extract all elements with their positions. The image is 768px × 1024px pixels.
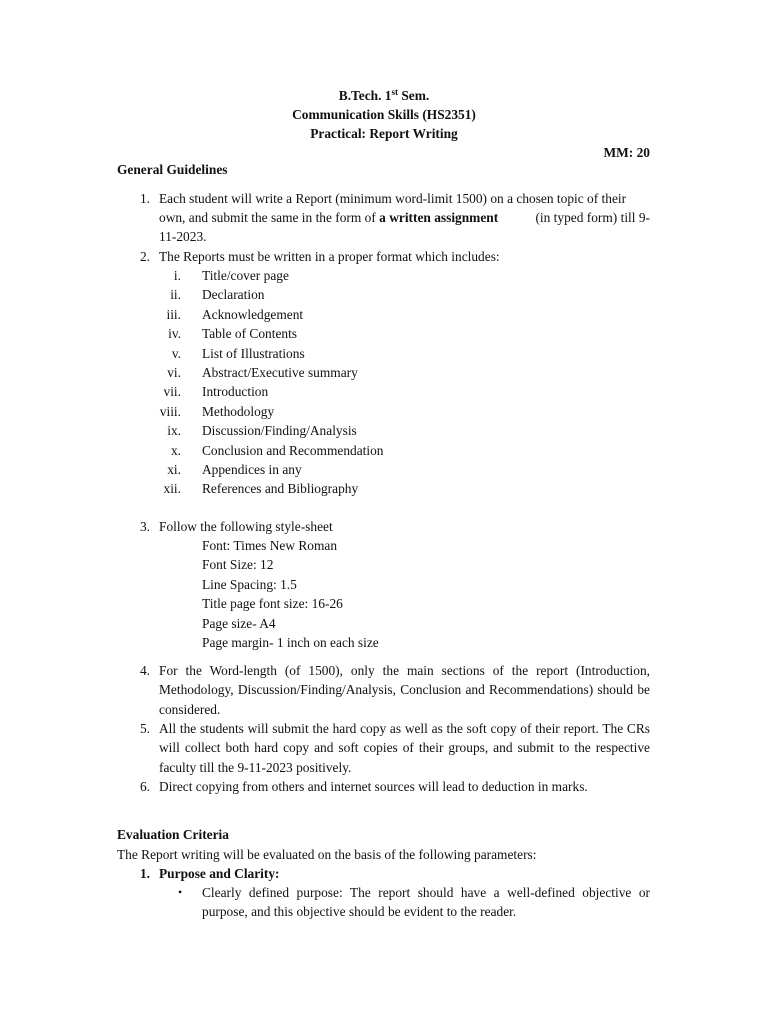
bullet-icon: • [178,885,183,899]
format-item-label: List of Illustrations [202,345,305,361]
format-item-label: Table of Contents [202,326,298,342]
style-rule: Page margin- 1 inch on each size [202,635,379,650]
format-item-label: Declaration [202,287,265,303]
written-assignment-bold: a written assignment [379,210,499,225]
item-5-text: All the students will submit the hard copy as well as the soft copy of their report. The CRs will collect both hard copy and soft copies of their groups, and submit to the respective faculty till the 9-11-2023 positively. [159,721,650,775]
criterion-number: 1. [139,866,150,881]
item-number: 4. [139,663,150,678]
roman-numeral: i. [173,268,181,283]
format-item-label: Introduction [202,384,269,400]
course-title [0,86,768,105]
course-title-sup: st [391,87,398,97]
item-number: 2. [139,249,150,264]
roman-numeral: iv. [168,326,181,342]
roman-numeral: vi. [167,365,181,380]
format-item-label: References and Bibliography [202,481,359,497]
item-number: 1. [139,191,150,206]
item-3-text: Follow the following style-sheet [159,519,333,534]
style-rule: Font: Times New Roman [202,538,338,553]
roman-numeral: x. [170,442,181,458]
roman-numeral: iii. [166,306,181,322]
style-rule: Title page font size: 16-26 [202,596,343,612]
style-rule: Font Size: 12 [202,557,274,573]
format-item-label: Appendices in any [202,462,302,477]
criterion-1-text: Clearly defined purpose: The report should have a well-defined objective or purpose, and this objective should be evident to the reader. [202,885,650,920]
format-item-label: Conclusion and Recommendation [202,442,384,458]
roman-numeral: v. [171,345,181,361]
course-title-suffix: Sem. [397,88,430,103]
criterion-title: Purpose and Clarity: [159,866,280,881]
line-2-pre: own, and submit the same in the form of [159,210,380,225]
item-number: 3. [139,519,150,534]
item-1-line-1: Each student will write a Report (minimum word-limit 1500) on a chosen topic of their [159,191,627,206]
roman-numeral: xi. [167,462,181,477]
format-item-label: Methodology [202,403,275,419]
item-6-text: Direct copying from others and internet sources will lead to deduction in marks. [159,779,588,794]
item-1-line-2 [159,208,650,227]
format-item-label: Title/cover page [202,268,289,283]
line-2-post: (in typed form) till 9- [535,210,650,225]
subject-title: Communication Skills (HS2351) [292,107,476,122]
format-item-label: Acknowledgement [202,306,304,322]
format-item-label: Discussion/Finding/Analysis [202,423,357,439]
roman-numeral: xii. [163,481,181,497]
item-2-text: The Reports must be written in a proper format which includes: [159,249,500,264]
roman-numeral: ix. [167,423,181,439]
item-4-text: For the Word-length (of 1500), only the main sections of the report (Introduction, Methodology, Discussion/Finding/Analysis, Conclusion and Recommendations) should be considered. [159,663,650,717]
course-title-text: B.Tech. 1 [338,88,392,103]
general-guidelines-heading: General Guidelines [117,162,228,177]
evaluation-intro: The Report writing will be evaluated on the basis of the following parameters: [117,847,537,862]
format-item-label: Abstract/Executive summary [202,365,358,380]
item-number: 5. [139,721,150,736]
roman-numeral: ii. [170,287,181,303]
style-rule: Line Spacing: 1.5 [202,576,297,592]
item-1-line-3: 11-2023. [159,229,207,244]
practical-title: Practical: Report Writing [310,126,458,141]
style-rule: Page size- A4 [202,615,276,631]
roman-numeral: vii. [163,384,181,400]
evaluation-criteria-heading: Evaluation Criteria [117,827,229,842]
roman-numeral: viii. [159,403,181,419]
line-2-start [159,208,498,227]
max-marks: MM: 20 [603,145,650,160]
item-number: 6. [139,779,150,794]
